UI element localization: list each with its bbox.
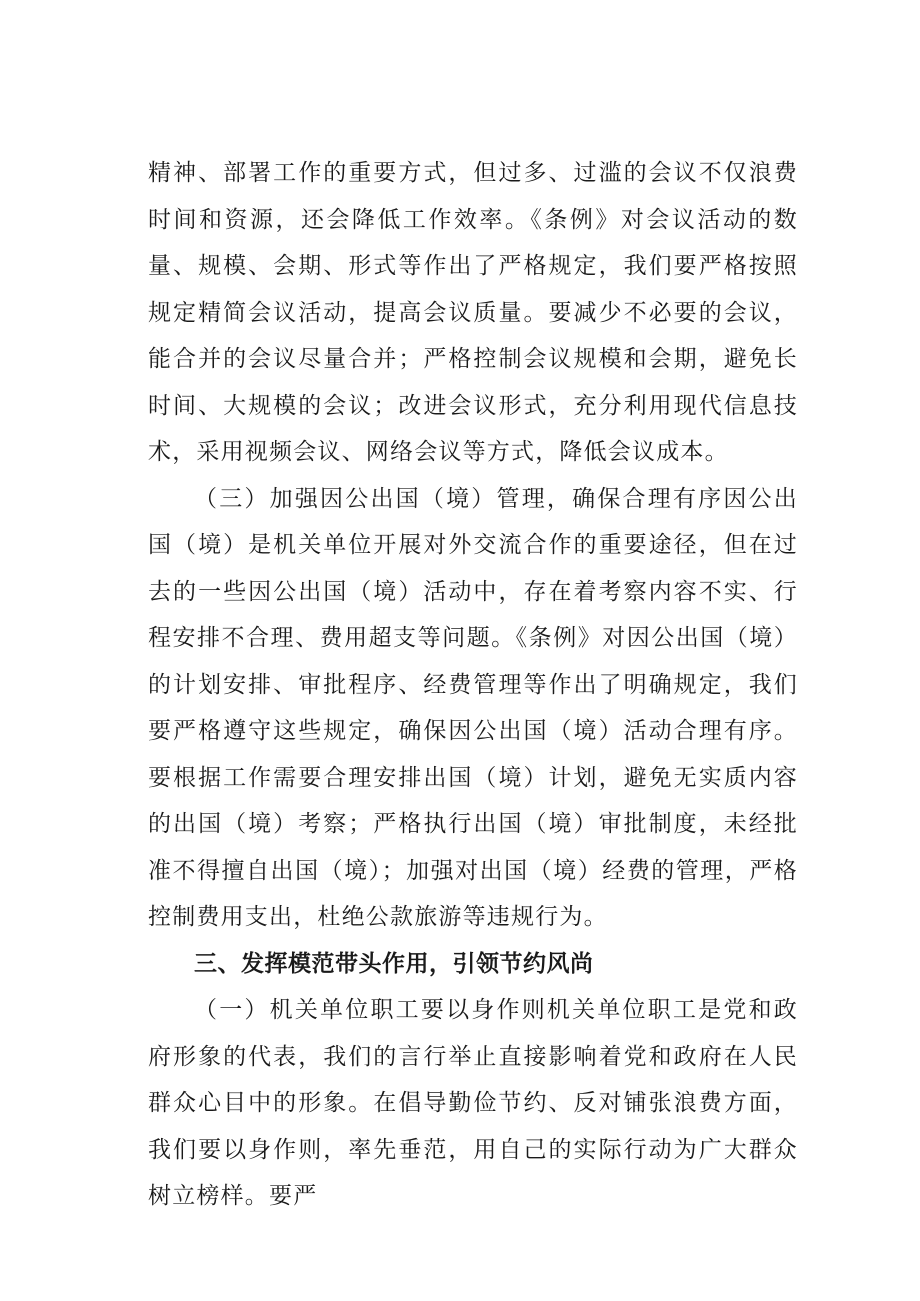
paragraph-lead-by-example: （一）机关单位职工要以身作则机关单位职工是党和政府形象的代表，我们的言行举止直接影响着党和政府在人民群众心目中的形象。在倡导勤俭节约、反对铺张浪费方面，我们要以身作则，率先垂范，用自己的实际行动为广大群众树立榜样。要严: [148, 997, 798, 1209]
paragraph-meetings-continued: 精神、部署工作的重要方式，但过多、过滥的会议不仅浪费时间和资源，还会降低工作效率。《条例》对会议活动的数量、规模、会期、形式等作出了严格规定，我们要严格按照规定精简会议活动，提高会议质量。要减少不必要的会议，能合并的会议尽量合并；严格控制会议规模和会期，避免长时间、大规模的会议；改进会议形式，充分利用现代信息技术，采用视频会议、网络会议等方式，降低会议成本。: [148, 160, 798, 465]
section-heading-three: 三、发挥模范带头作用，引领节约风尚: [194, 950, 594, 977]
paragraph-overseas-travel: （三）加强因公出国（境）管理，确保合理有序因公出国（境）是机关单位开展对外交流合作的重要途径，但在过去的一些因公出国（境）活动中，存在着考察内容不实、行程安排不合理、费用超支等问题。《条例》对因公出国（境）的计划安排、审批程序、经费管理等作出了明确规定，我们要严格遵守这些规定，确保因公出国（境）活动合理有序。要根据工作需要合理安排出国（境）计划，避免无实质内容的出国（境）考察；严格执行出国（境）审批制度，未经批准不得擅自出国（境）；加强对出国（境）经费的管理，严格控制费用支出，杜绝公款旅游等违规行为。: [148, 485, 798, 930]
document-body: [148, 150, 798, 1220]
